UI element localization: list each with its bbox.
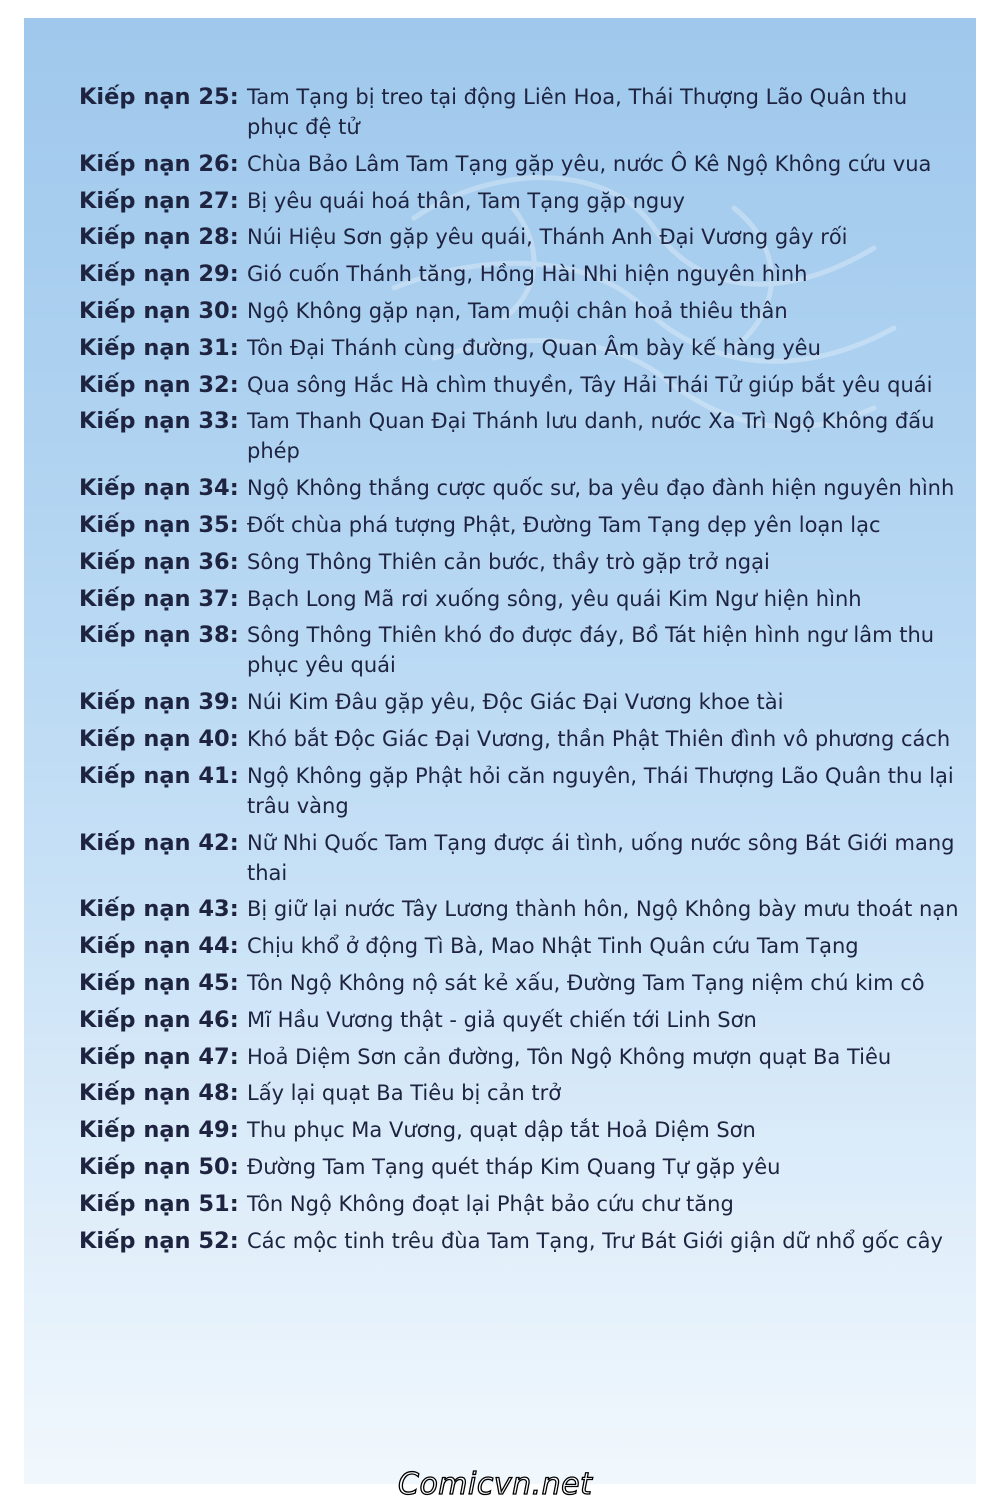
entry-text: Sông Thông Thiên cản bước, thầy trò gặp trở ngại [247, 549, 770, 574]
list-item [79, 1115, 959, 1145]
list-item [79, 968, 959, 998]
list-item [79, 761, 959, 821]
entry-label: Kiếp nạn 28: [79, 224, 239, 251]
list-item [79, 259, 959, 289]
list-item [79, 1042, 959, 1072]
entry-label: Kiếp nạn 32: [79, 371, 239, 398]
list-item [79, 584, 959, 614]
entry-text: Ngộ Không thắng cược quốc sư, ba yêu đạo đành hiện nguyên hình [247, 476, 955, 501]
list-item [79, 82, 959, 142]
entry-text: Qua sông Hắc Hà chìm thuyền, Tây Hải Thái Tử giúp bắt yêu quái [247, 372, 933, 397]
entry-text: Bị giữ lại nước Tây Lương thành hôn, Ngộ Không bày mưu thoát nạn [247, 897, 959, 922]
entry-label: Kiếp nạn 35: [79, 511, 239, 538]
entry-label: Kiếp nạn 40: [79, 725, 239, 752]
entry-label: Kiếp nạn 44: [79, 933, 239, 960]
list-item [79, 1078, 959, 1108]
list-item [79, 296, 959, 326]
entry-label: Kiếp nạn 43: [79, 896, 239, 923]
entry-text: Bạch Long Mã rơi xuống sông, yêu quái Kim Ngư hiện hình [247, 586, 862, 611]
entry-label: Kiếp nạn 42: [79, 829, 239, 856]
entry-text: Chịu khổ ở động Tì Bà, Mao Nhật Tinh Quân cứu Tam Tạng [247, 934, 859, 959]
entry-label: Kiếp nạn 33: [79, 408, 239, 435]
list-item [79, 687, 959, 717]
list-item [79, 333, 959, 363]
entry-text: Sông Thông Thiên khó đo được đáy, Bồ Tát hiện hình ngư lâm thu phục yêu quái [247, 623, 935, 678]
entry-text: Đường Tam Tạng quét tháp Kim Quang Tự gặp yêu [247, 1154, 781, 1179]
entry-label: Kiếp nạn 26: [79, 150, 239, 177]
entry-label: Kiếp nạn 34: [79, 475, 239, 502]
entry-label: Kiếp nạn 45: [79, 969, 239, 996]
entry-text: Nữ Nhi Quốc Tam Tạng được ái tình, uống nước sông Bát Giới mang thai [247, 830, 955, 885]
list-item [79, 547, 959, 577]
entry-label: Kiếp nạn 25: [79, 84, 239, 110]
entry-label: Kiếp nạn 30: [79, 297, 239, 324]
entry-text: Tam Tạng bị treo tại động Liên Hoa, Thái Thượng Lão Quân thu phục đệ tử [247, 85, 908, 139]
entry-text: Khó bắt Độc Giác Đại Vương, thần Phật Thiên đình vô phương cách [247, 726, 951, 751]
entry-label: Kiếp nạn 49: [79, 1117, 239, 1144]
list-item [79, 406, 959, 466]
entry-text: Chùa Bảo Lâm Tam Tạng gặp yêu, nước Ô Kê Ngộ Không cứu vua [247, 151, 932, 176]
entry-text: Núi Kim Đâu gặp yêu, Độc Giác Đại Vương khoe tài [247, 690, 784, 715]
watermark-logo: Comicvn.net [398, 1467, 593, 1502]
page-panel [24, 18, 976, 1484]
entry-label: Kiếp nạn 41: [79, 762, 239, 789]
list-item [79, 724, 959, 754]
entry-text: Gió cuốn Thánh tăng, Hồng Hài Nhi hiện nguyên hình [247, 262, 808, 287]
list-item [79, 186, 959, 216]
entry-label: Kiếp nạn 27: [79, 187, 239, 214]
entry-label: Kiếp nạn 46: [79, 1006, 239, 1033]
entry-text: Thu phục Ma Vương, quạt dập tắt Hoả Diệm Sơn [247, 1118, 756, 1143]
entry-label: Kiếp nạn 31: [79, 334, 239, 361]
entry-label: Kiếp nạn 47: [79, 1043, 239, 1070]
entry-text: Ngộ Không gặp Phật hỏi căn nguyên, Thái Thượng Lão Quân thu lại trâu vàng [247, 763, 954, 818]
list-item [79, 1226, 959, 1256]
entry-label: Kiếp nạn 50: [79, 1153, 239, 1180]
entry-label: Kiếp nạn 51: [79, 1190, 239, 1217]
list-item [79, 473, 959, 503]
list-item [79, 931, 959, 961]
entry-text: Tôn Ngộ Không nộ sát kẻ xấu, Đường Tam Tạng niệm chú kim cô [247, 970, 925, 995]
entry-text: Bị yêu quái hoá thân, Tam Tạng gặp nguy [247, 188, 685, 213]
list-item [79, 1189, 959, 1219]
entry-text: Đốt chùa phá tượng Phật, Đường Tam Tạng dẹp yên loạn lạc [247, 512, 881, 537]
entry-label: Kiếp nạn 52: [79, 1227, 239, 1254]
list-item [79, 620, 959, 680]
entry-label: Kiếp nạn 39: [79, 689, 239, 716]
entry-text: Hoả Diệm Sơn cản đường, Tôn Ngộ Không mượn quạt Ba Tiêu [247, 1044, 892, 1069]
entry-label: Kiếp nạn 38: [79, 622, 239, 649]
entry-list [79, 82, 959, 1262]
list-item [79, 510, 959, 540]
entry-label: Kiếp nạn 37: [79, 585, 239, 612]
entry-label: Kiếp nạn 48: [79, 1080, 239, 1107]
entry-text: Các mộc tinh trêu đùa Tam Tạng, Trư Bát Giới giận dữ nhổ gốc cây [247, 1228, 943, 1253]
list-item [79, 894, 959, 924]
entry-text: Tôn Đại Thánh cùng đường, Quan Âm bày kế hàng yêu [247, 335, 821, 360]
entry-label: Kiếp nạn 29: [79, 261, 239, 288]
list-item [79, 222, 959, 252]
entry-text: Tôn Ngộ Không đoạt lại Phật bảo cứu chư tăng [247, 1191, 734, 1216]
entry-text: Núi Hiệu Sơn gặp yêu quái, Thánh Anh Đại Vương gây rối [247, 225, 848, 250]
entry-label: Kiếp nạn 36: [79, 548, 239, 575]
list-item [79, 828, 959, 888]
list-item [79, 370, 959, 400]
entry-text: Tam Thanh Quan Đại Thánh lưu danh, nước Xa Trì Ngộ Không đấu phép [247, 409, 935, 464]
entry-text: Ngộ Không gặp nạn, Tam muội chân hoả thiêu thân [247, 298, 788, 323]
entry-text: Lấy lại quạt Ba Tiêu bị cản trở [247, 1081, 562, 1106]
list-item [79, 1005, 959, 1035]
list-item [79, 1152, 959, 1182]
entry-text: Mĩ Hầu Vương thật - giả quyết chiến tới Linh Sơn [247, 1007, 757, 1032]
list-item [79, 149, 959, 179]
